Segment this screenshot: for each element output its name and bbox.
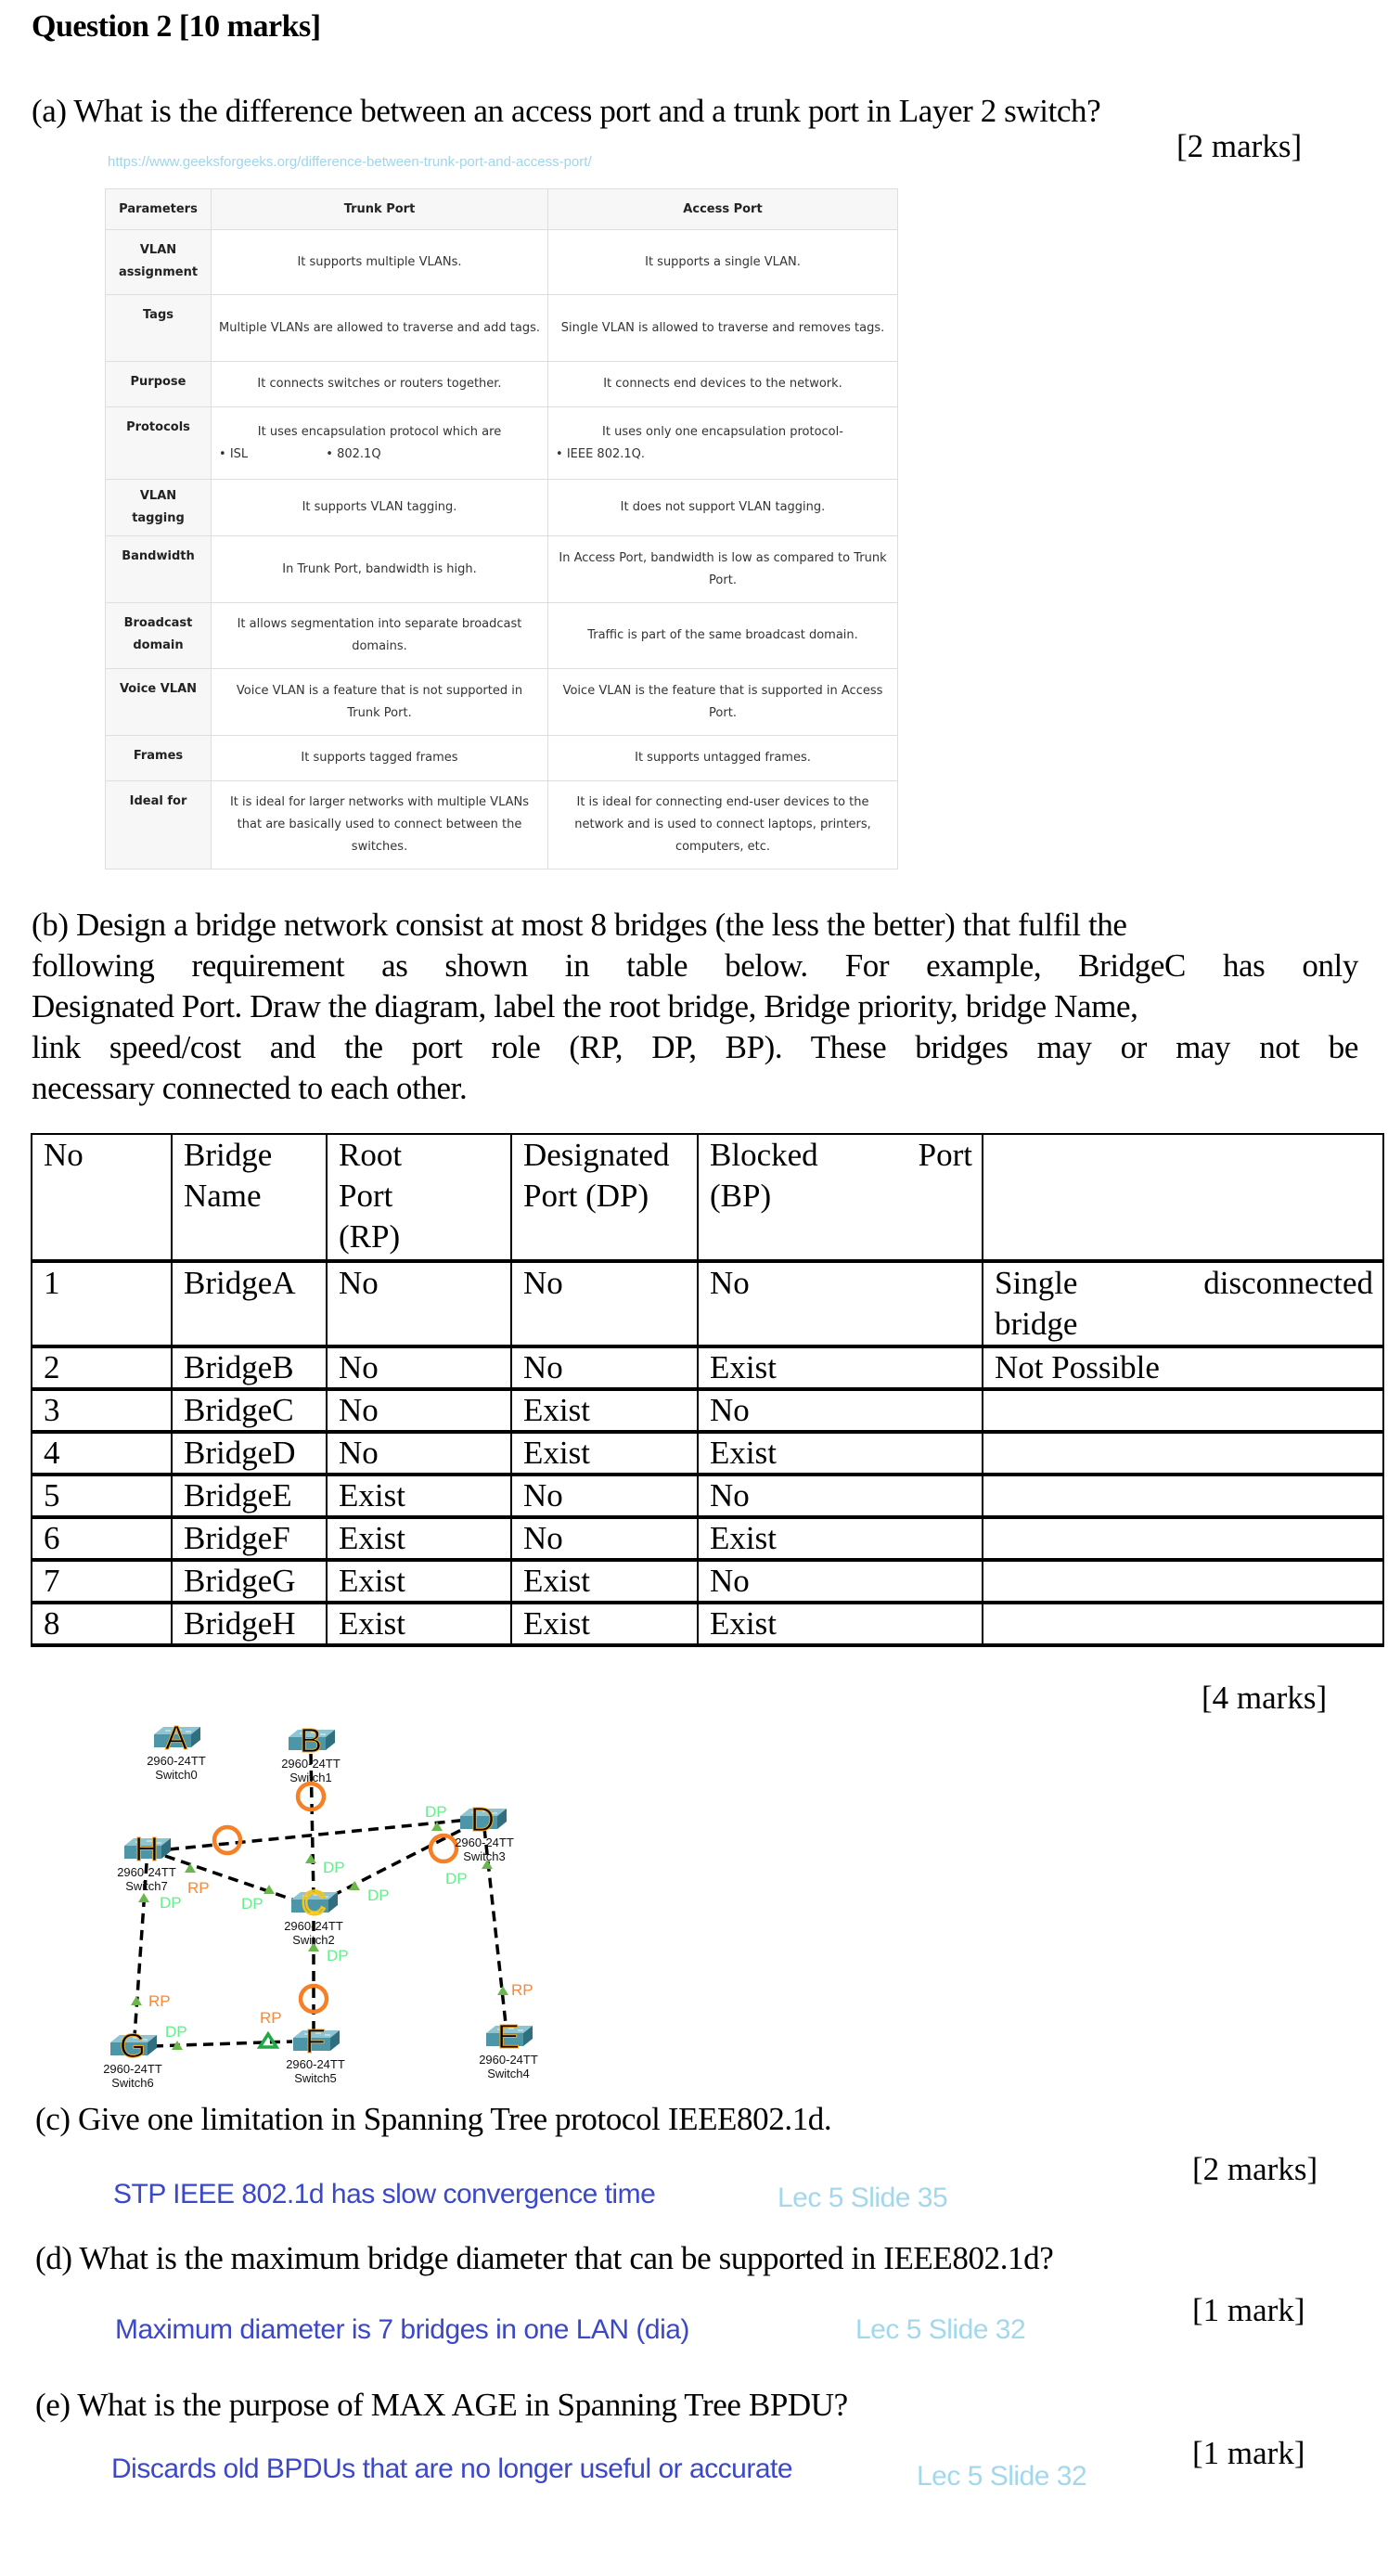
role-label-rp: RP (511, 1981, 533, 1999)
table-row (106, 536, 898, 603)
header-access-port: Access Port (548, 189, 898, 230)
bridge-network-diagram (84, 1707, 566, 2106)
role-label-dp: DP (160, 1894, 182, 1912)
switch-name: Switch7 (125, 1879, 168, 1893)
header-parameters: Parameters (106, 189, 212, 230)
switch-letter: F (305, 2022, 326, 2060)
header-blocked-port: Blocked Port (BP) (698, 1134, 983, 1261)
access-cell: It connects end devices to the network. (548, 362, 898, 407)
switch-name: Switch3 (463, 1849, 506, 1863)
link-h-c (165, 1856, 306, 1904)
table-row (106, 230, 898, 295)
part-c-answer: STP IEEE 802.1d has slow convergence time (113, 2179, 656, 2209)
switch-letter: E (496, 2017, 520, 2055)
param-cell: Broadcast domain (106, 603, 212, 669)
row-no: 2 (32, 1346, 172, 1389)
access-cell: Traffic is part of the same broadcast domain. (548, 603, 898, 669)
trunk-cell: It connects switches or routers together. (212, 362, 548, 407)
part-b-line: necessary connected to each other. (32, 1070, 468, 1106)
trunk-cell: Voice VLAN is a feature that is not supported in Trunk Port. (212, 669, 548, 736)
switch-model: 2960-24TT (479, 2053, 538, 2067)
switch-b[interactable] (281, 1721, 341, 1784)
row-bp: Exist (698, 1432, 983, 1475)
header-bridge-name: Bridge Name (172, 1134, 327, 1261)
trunk-cell: It supports VLAN tagging. (212, 480, 548, 536)
bridge-row (32, 1432, 1383, 1475)
param-cell: Voice VLAN (106, 669, 212, 736)
part-a-question: (a) What is the difference between an access port and a trunk port in Layer 2 switch? (32, 93, 1101, 129)
row-rp: No (327, 1432, 511, 1475)
param-cell: Tags (106, 295, 212, 362)
bridge-row (32, 1261, 1383, 1346)
switch-model: 2960-24TT (117, 1865, 176, 1879)
part-d-question: (d) What is the maximum bridge diameter that can be supported in IEEE802.1d? (35, 2240, 1054, 2276)
port-arrow-icon (131, 1996, 142, 2005)
switch-c-root[interactable] (284, 1884, 343, 1947)
part-c-reference: Lec 5 Slide 35 (778, 2183, 948, 2213)
trunk-cell (212, 407, 548, 480)
header-no: No (32, 1134, 172, 1261)
row-no: 7 (32, 1560, 172, 1603)
row-note (983, 1432, 1383, 1475)
switch-letter: A (164, 1719, 188, 1757)
row-bridge-name: BridgeE (172, 1475, 327, 1517)
part-b-marks: [4 marks] (1202, 1680, 1328, 1716)
row-dp: No (511, 1517, 698, 1560)
part-a-marks: [2 marks] (1176, 128, 1303, 164)
row-no: 6 (32, 1517, 172, 1560)
row-bp: No (698, 1261, 983, 1346)
part-b-line: following requirement as shown in table below. For example, BridgeC has only (32, 947, 1358, 984)
root-switch-letter: C (302, 1884, 326, 1922)
switch-name: Switch6 (111, 2076, 154, 2090)
table-row (106, 480, 898, 536)
bridge-table-header (32, 1134, 1383, 1261)
bridge-row (32, 1517, 1383, 1560)
part-e-answer: Discards old BPDUs that are no longer useful or accurate (111, 2454, 793, 2484)
blocked-port-icon (214, 1827, 240, 1853)
access-protocols-text: It uses only one encapsulation protocol- (602, 424, 843, 439)
table-header-row (106, 189, 898, 230)
header-designated-port: Designated Port (DP) (511, 1134, 698, 1261)
row-bridge-name: BridgeD (172, 1432, 327, 1475)
role-label-dp: DP (445, 1870, 468, 1887)
trunk-cell: Multiple VLANs are allowed to traverse and add tags. (212, 295, 548, 362)
access-cell: It does not support VLAN tagging. (548, 480, 898, 536)
table-row (106, 736, 898, 781)
switch-model: 2960-24TT (281, 1757, 341, 1771)
switch-name: Switch5 (294, 2071, 337, 2085)
row-bp: Exist (698, 1517, 983, 1560)
table-row (106, 295, 898, 362)
trunk-cell: In Trunk Port, bandwidth is high. (212, 536, 548, 603)
access-cell: Voice VLAN is the feature that is supported in Access Port. (548, 669, 898, 736)
access-cell (548, 407, 898, 480)
switch-d[interactable] (455, 1800, 514, 1863)
access-cell: In Access Port, bandwidth is low as compared to Trunk Port. (548, 536, 898, 603)
switch-e[interactable] (479, 2017, 538, 2080)
trunk-cell: It supports tagged frames (212, 736, 548, 781)
row-dp: Exist (511, 1603, 698, 1645)
row-note: Single disconnected bridge (983, 1261, 1383, 1346)
param-cell: Frames (106, 736, 212, 781)
table-row (106, 781, 898, 869)
header-trunk-port: Trunk Port (212, 189, 548, 230)
row-bp: No (698, 1475, 983, 1517)
part-b-question (32, 905, 1358, 1109)
trunk-vs-access-table (105, 188, 898, 869)
role-label-rp: RP (148, 1992, 171, 2010)
row-bridge-name: BridgeG (172, 1560, 327, 1603)
row-bridge-name: BridgeA (172, 1261, 327, 1346)
param-cell: VLAN tagging (106, 480, 212, 536)
row-rp: Exist (327, 1475, 511, 1517)
access-cell: It supports a single VLAN. (548, 230, 898, 295)
row-note (983, 1517, 1383, 1560)
switch-model: 2960-24TT (286, 2057, 345, 2071)
bullet-8021q: • 802.1Q (326, 446, 381, 461)
access-cell: It is ideal for connecting end-user devices to the network and is used to connect laptops, printers, computers, etc. (548, 781, 898, 869)
row-dp: Exist (511, 1389, 698, 1432)
switch-letter: D (470, 1800, 495, 1838)
switch-a[interactable] (147, 1719, 206, 1782)
part-c-marks: [2 marks] (1192, 2151, 1318, 2187)
trunk-protocol-bullets (219, 444, 540, 466)
row-rp: Exist (327, 1603, 511, 1645)
row-dp: Exist (511, 1432, 698, 1475)
part-c-question: (c) Give one limitation in Spanning Tree protocol IEEE802.1d. (35, 2101, 832, 2137)
row-note (983, 1560, 1383, 1603)
header-root-port: Root Port (RP) (327, 1134, 511, 1261)
switch-name: Switch0 (155, 1768, 198, 1782)
switch-name: Switch4 (487, 2067, 530, 2080)
role-label-dp: DP (425, 1803, 447, 1821)
blocked-rp-triangle-icon (260, 2034, 276, 2047)
access-protocol-bullet: • IEEE 802.1Q. (556, 446, 646, 461)
role-label-dp: DP (165, 2023, 187, 2041)
row-rp: No (327, 1261, 511, 1346)
part-b-line: link speed/cost and the port role (RP, DP, BP). These bridges may or may not be (32, 1029, 1358, 1065)
row-dp: No (511, 1346, 698, 1389)
part-b-line: Designated Port. Draw the diagram, label the root bridge, Bridge priority, bridge Name, (32, 988, 1138, 1024)
row-bridge-name: BridgeF (172, 1517, 327, 1560)
row-no: 1 (32, 1261, 172, 1346)
switch-model: 2960-24TT (455, 1835, 514, 1849)
row-note (983, 1475, 1383, 1517)
row-no: 3 (32, 1389, 172, 1432)
part-e-marks: [1 mark] (1192, 2435, 1305, 2471)
switch-g[interactable] (103, 2027, 162, 2090)
switch-h[interactable] (117, 1830, 176, 1893)
bridge-requirements-table (31, 1133, 1384, 1647)
part-d-reference: Lec 5 Slide 32 (855, 2314, 1026, 2345)
bridge-row (32, 1389, 1383, 1432)
param-cell: Purpose (106, 362, 212, 407)
bridge-row (32, 1475, 1383, 1517)
row-no: 4 (32, 1432, 172, 1475)
row-bp: Exist (698, 1603, 983, 1645)
switch-model: 2960-24TT (147, 1754, 206, 1768)
row-dp: No (511, 1475, 698, 1517)
row-note (983, 1603, 1383, 1645)
switch-f[interactable] (286, 2022, 345, 2085)
bridge-row (32, 1603, 1383, 1645)
role-label-dp: DP (241, 1895, 263, 1913)
source-link[interactable]: https://www.geeksforgeeks.org/difference-between-trunk-port-and-access-port/ (108, 154, 592, 170)
row-bridge-name: BridgeC (172, 1389, 327, 1432)
row-dp: Exist (511, 1560, 698, 1603)
bridge-row (32, 1346, 1383, 1389)
switch-letter: B (299, 1721, 323, 1759)
access-cell: Single VLAN is allowed to traverse and removes tags. (548, 295, 898, 362)
row-dp: No (511, 1261, 698, 1346)
table-row (106, 669, 898, 736)
port-arrow-icon (497, 1986, 508, 1995)
trunk-cell: It supports multiple VLANs. (212, 230, 548, 295)
role-label-rp: RP (187, 1879, 210, 1897)
row-note: Not Possible (983, 1346, 1383, 1389)
part-d-marks: [1 mark] (1192, 2292, 1305, 2328)
role-label-dp: DP (367, 1887, 390, 1904)
port-arrow-icon (138, 1893, 149, 1902)
switch-name: Switch1 (289, 1771, 332, 1784)
row-bp: Exist (698, 1346, 983, 1389)
role-label-dp: DP (327, 1947, 349, 1964)
row-rp: No (327, 1389, 511, 1432)
port-arrow-icon (305, 1854, 316, 1863)
row-rp: No (327, 1346, 511, 1389)
row-note (983, 1389, 1383, 1432)
switch-model: 2960-24TT (284, 1919, 343, 1933)
question-title: Question 2 [10 marks] (32, 9, 321, 44)
param-cell: Protocols (106, 407, 212, 480)
table-row (106, 362, 898, 407)
row-bp: No (698, 1389, 983, 1432)
part-d-answer: Maximum diameter is 7 bridges in one LAN (dia) (115, 2314, 689, 2345)
table-row (106, 603, 898, 669)
trunk-cell: It is ideal for larger networks with multiple VLANs that are basically used to connect between the switches. (212, 781, 548, 869)
trunk-protocols-text: It uses encapsulation protocol which are (257, 424, 502, 439)
part-e-question: (e) What is the purpose of MAX AGE in Spanning Tree BPDU? (35, 2387, 848, 2423)
param-cell: Bandwidth (106, 536, 212, 603)
part-b-line: (b) Design a bridge network consist at most 8 bridges (the less the better) that fulfil the (32, 907, 1127, 943)
row-bridge-name: BridgeB (172, 1346, 327, 1389)
table-row (106, 407, 898, 480)
bridge-row (32, 1560, 1383, 1603)
role-label-rp: RP (260, 2009, 282, 2027)
switch-name: Switch2 (292, 1933, 335, 1947)
access-cell: It supports untagged frames. (548, 736, 898, 781)
row-bp: No (698, 1560, 983, 1603)
part-e-reference: Lec 5 Slide 32 (917, 2461, 1087, 2492)
trunk-cell: It allows segmentation into separate broadcast domains. (212, 603, 548, 669)
param-cell: Ideal for (106, 781, 212, 869)
row-bridge-name: BridgeH (172, 1603, 327, 1645)
row-no: 8 (32, 1603, 172, 1645)
switch-model: 2960-24TT (103, 2062, 162, 2076)
row-no: 5 (32, 1475, 172, 1517)
header-notes (983, 1134, 1383, 1261)
row-rp: Exist (327, 1560, 511, 1603)
switch-letter: H (135, 1830, 159, 1868)
bullet-isl: • ISL (219, 446, 249, 461)
role-label-dp: DP (323, 1859, 345, 1876)
row-rp: Exist (327, 1517, 511, 1560)
switch-letter: G (119, 2027, 147, 2065)
param-cell: VLAN assignment (106, 230, 212, 295)
